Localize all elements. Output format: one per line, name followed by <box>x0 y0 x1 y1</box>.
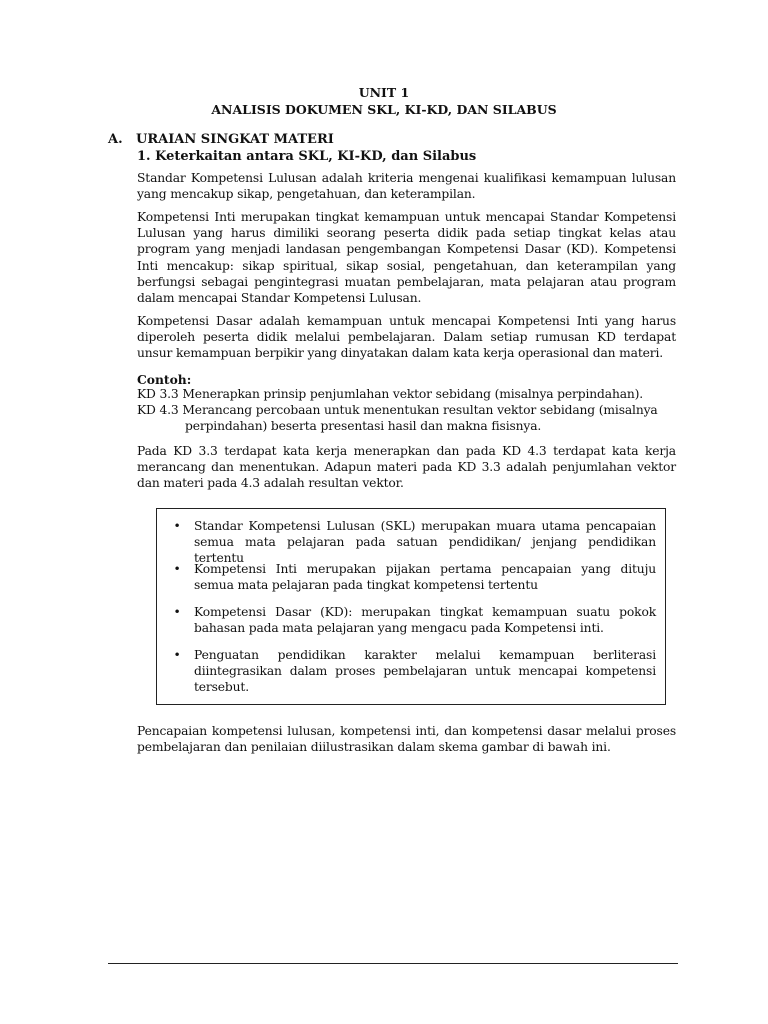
paragraph-ki: Kompetensi Inti merupakan tingkat kemampuan untuk mencapai Standar Kompetensi Lulusan yang harus dimiliki seorang peserta didik pada setiap tingkat kelas atau program yang menjadi landasan pengembangan Kompetensi Dasar (KD). Kompetensi Inti mencakup: sikap spiritual, sikap sosial, pengetahuan, dan keterampilan yang berfungsi sebagai pengintegrasi muatan pembelajaran, mata pelajaran atau program dalam mencapai Standar Kompetensi Lulusan. <box>137 210 676 306</box>
section-letter: A. <box>108 132 123 147</box>
section-heading <box>108 132 334 148</box>
kd-4-3-example-continued: perpindahan) beserta presentasi hasil dan makna fisisnya. <box>185 419 542 433</box>
paragraph-closing: Pencapaian kompetensi lulusan, kompetensi inti, dan kompetensi dasar melalui proses pembelajaran dan penilaian diilustrasikan dalam skema gambar di bawah ini. <box>137 724 676 755</box>
bullet-icon: • <box>173 562 181 576</box>
unit-heading: UNIT 1 <box>358 85 410 100</box>
paragraph-pada: Pada KD 3.3 terdapat kata kerja menerapkan dan pada KD 4.3 terdapat kata kerja merancang dan menentukan. Adapun materi pada KD 3.3 adalah penjumlahan vektor dan materi pada 4.3 adalah resultan vektor. <box>137 444 676 491</box>
bullet-icon: • <box>173 519 181 533</box>
title-block <box>0 84 768 118</box>
paragraph-kd: Kompetensi Dasar adalah kemampuan untuk mencapai Kompetensi Inti yang harus diperoleh peserta didik melalui pembelajaran. Dalam setiap rumusan KD terdapat unsur kemampuan berpikir yang dinyatakan dalam kata kerja operasional dan materi. <box>137 314 676 361</box>
section-title: URAIAN SINGKAT MATERI <box>136 132 334 147</box>
contoh-label: Contoh: <box>137 372 192 387</box>
bullet-icon: • <box>173 605 181 619</box>
kd-3-3-example: KD 3.3 Menerapkan prinsip penjumlahan vektor sebidang (misalnya perpindahan). <box>137 387 644 401</box>
kd-4-3-example: KD 4.3 Merancang percobaan untuk menentukan resultan vektor sebidang (misalnya <box>137 403 658 417</box>
summary-item-text: Kompetensi Dasar (KD): merupakan tingkat kemampuan suatu pokok bahasan pada mata pelajaran yang mengacu pada Kompetensi inti. <box>194 605 656 636</box>
subsection-heading: 1. Keterkaitan antara SKL, KI-KD, dan Silabus <box>137 149 477 164</box>
paragraph-skl: Standar Kompetensi Lulusan adalah kriteria mengenai kualifikasi kemampuan lulusan yang mencakup sikap, pengetahuan, dan keterampilan. <box>137 171 676 202</box>
footer-divider <box>108 963 678 964</box>
summary-item-text: Standar Kompetensi Lulusan (SKL) merupakan muara utama pencapaian semua mata pelajaran pada satuan pendidikan/ jenjang pendidikan tertentu <box>194 519 656 566</box>
document-title: ANALISIS DOKUMEN SKL, KI-KD, DAN SILABUS <box>211 102 557 117</box>
summary-item-text: Kompetensi Inti merupakan pijakan pertama pencapaian yang dituju semua mata pelajaran pada tingkat kompetensi tertentu <box>194 562 656 593</box>
summary-box <box>156 508 666 705</box>
bullet-icon: • <box>173 648 181 662</box>
summary-item-text: Penguatan pendidikan karakter melalui kemampuan berliterasi diintegrasikan dalam proses pembelajaran untuk mencapai kompetensi tersebut. <box>194 648 656 695</box>
